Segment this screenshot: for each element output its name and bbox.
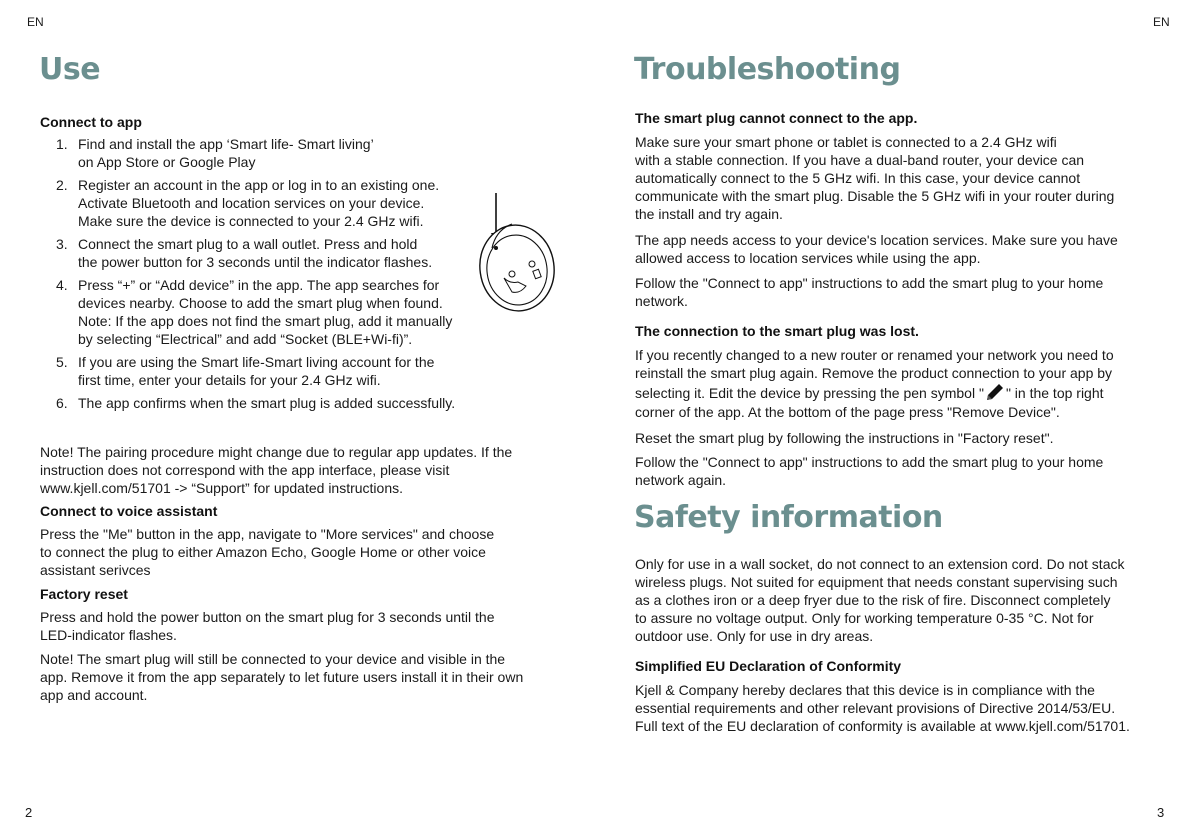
connection-lost-heading: The connection to the smart plug was lost. bbox=[635, 323, 919, 339]
pairing-note: Note! The pairing procedure might change due to regular app updates. If the instruction does not correspond with the app interface, please visit www.kjell.com/51701 -> “Support” for updated instructions. bbox=[40, 444, 513, 496]
safety-title: Safety information bbox=[634, 500, 943, 535]
page-number-left: 2 bbox=[25, 805, 33, 820]
pen-icon bbox=[984, 382, 1006, 402]
list-item: 3. Connect the smart plug to a wall outlet. Press and hold the power button for 3 seconds until the indicator flashes. bbox=[56, 236, 433, 270]
cannot-connect-section: The smart plug cannot connect to the app. Make sure your smart phone or tablet is connected to a 2.4 GHz wifi with a stable connection. If you have a dual-band router, your device can automatically connect to the 5 GHz wifi. In this case, your device cannot communicate with the smart plug. Disable the 5 GHz wifi in your router during the install and try again. The app needs access to your device's location services. Make sure you have allowed access to location services while using the app. Follow the "Connect to app" instructions to add the smart plug to your home network. bbox=[635, 110, 1155, 310]
eu-declaration-heading: Simplified EU Declaration of Conformity bbox=[635, 658, 902, 674]
list-item: 4. Press “+” or “Add device” in the app. The app searches for devices nearby. Choose to add the smart plug when found. Note: If the app does not find the smart plug, add it manually by selecting “Electrical” and add “Socket (BLE+Wi-fi)”. bbox=[56, 277, 453, 347]
use-title: Use bbox=[39, 52, 101, 87]
eu-declaration-section: Simplified EU Declaration of Conformity Kjell & Company hereby declares that this device is in compliance with the essential requirements and other relevant provisions of Directive 2014/53/EU. Full text of the EU declaration of conformity is available at www.kjell.com/51701. bbox=[635, 658, 1155, 735]
list-item: 1. Find and install the app ‘Smart life- Smart living’ on App Store or Google Play bbox=[56, 136, 374, 170]
cannot-connect-heading: The smart plug cannot connect to the app. bbox=[635, 110, 918, 126]
list-item: 6. The app confirms when the smart plug is added successfully. bbox=[56, 395, 456, 411]
factory-reset-section: Factory reset Press and hold the power button on the smart plug for 3 seconds until the LED-indicator flashes. Note! The smart plug will still be connected to your device and visible in the app. Remove it from the app separately to let future users install it in their own app and account. bbox=[40, 586, 555, 704]
language-label-right: EN bbox=[1153, 15, 1170, 29]
connect-to-app-heading: Connect to app bbox=[40, 114, 142, 130]
voice-assistant-heading: Connect to voice assistant bbox=[40, 503, 218, 519]
troubleshooting-title: Troubleshooting bbox=[634, 52, 901, 87]
list-item: 5. If you are using the Smart life-Smart living account for the first time, enter your details for your 2.4 GHz wifi. bbox=[56, 354, 435, 388]
safety-text: Only for use in a wall socket, do not connect to an extension cord. Do not stack wireless plugs. Not suited for equipment that needs constant supervising such as a clothes iron or a deep fryer due to the risk of fire. Disconnect completely to assure no voltage output. Only for working temperature 0-35 °C. Not for outdoor use. Only for use in dry areas. bbox=[635, 556, 1125, 644]
list-item: 2. Register an account in the app or log in to an existing one. Activate Bluetooth and location services on your device. Make sure the device is connected to your 2.4 GHz wifi. bbox=[56, 177, 440, 229]
factory-reset-heading: Factory reset bbox=[40, 586, 128, 602]
connection-lost-section: The connection to the smart plug was lost. If you recently changed to a new router or renamed your network you need to reinstall the smart plug again. Remove the product connection to your app by selecting it. Edit the device by pressing the pen symbol " " in the top right corner of the app. At the bottom of the page press "Remove Device". Reset the smart plug by following the instructions in "Factory reset". Follow the "Connect to app" instructions to add the smart plug to your home network again. bbox=[635, 323, 1155, 489]
smart-plug-illustration bbox=[472, 190, 562, 315]
language-label-left: EN bbox=[27, 15, 44, 29]
voice-assistant-section: Connect to voice assistant Press the "Me" button in the app, navigate to "More services" and choose to connect the plug to either Amazon Echo, Google Home or other voice assistant serivces bbox=[40, 503, 555, 579]
page-number-right: 3 bbox=[1157, 805, 1165, 820]
